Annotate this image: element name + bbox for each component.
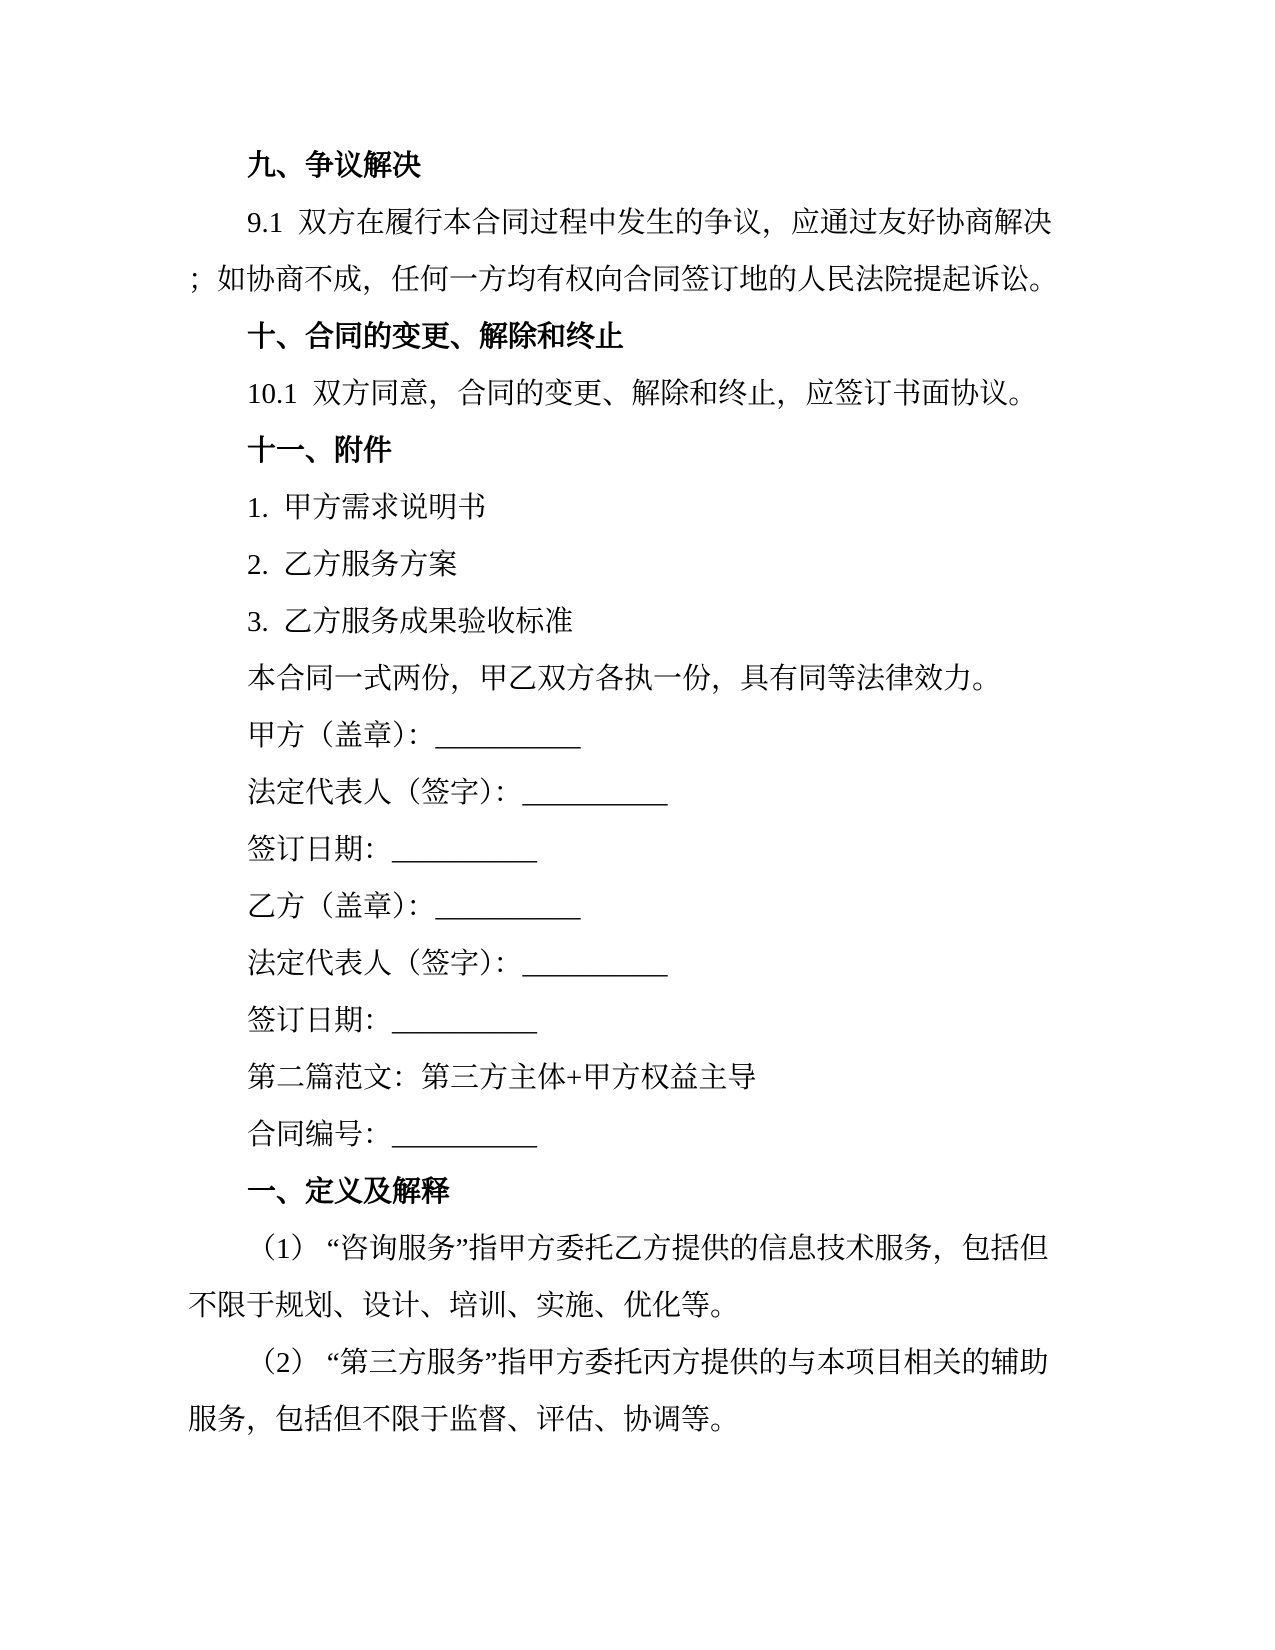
definition-2-line-1: （2） “第三方服务”指甲方委托丙方提供的与本项目相关的辅助 <box>247 1347 1049 1379</box>
heading-attachments: 十一、附件 <box>247 435 393 467</box>
heading-modification-termination: 十、合同的变更、解除和终止 <box>247 321 625 353</box>
second-template-title: 第二篇范文：第三方主体+甲方权益主导 <box>247 1062 757 1094</box>
heading-definitions: 一、定义及解释 <box>247 1176 451 1208</box>
party-b-seal-line: 乙方（盖章）：__________ <box>247 891 581 923</box>
definition-1-line-2: 不限于规划、设计、培训、实施、优化等。 <box>188 1290 740 1322</box>
attachment-item-2: 2. 乙方服务方案 <box>247 549 458 581</box>
clause-10-1: 10.1 双方同意，合同的变更、解除和终止，应签订书面协议。 <box>247 378 1038 410</box>
definition-1-line-1: （1） “咨询服务”指甲方委托乙方提供的信息技术服务，包括但 <box>247 1233 1049 1265</box>
clause-9-1-line-2: ；如协商不成，任何一方均有权向合同签订地的人民法院提起诉讼。 <box>188 264 1059 296</box>
party-a-seal-line: 甲方（盖章）：__________ <box>247 720 581 752</box>
contract-number-line: 合同编号：__________ <box>247 1119 538 1151</box>
attachment-item-1: 1. 甲方需求说明书 <box>247 492 487 524</box>
heading-dispute-resolution: 九、争议解决 <box>247 150 422 182</box>
party-a-representative-sign-line: 法定代表人（签字）：__________ <box>247 777 668 809</box>
clause-9-1-line-1: 9.1 双方在履行本合同过程中发生的争议，应通过友好协商解决 <box>247 207 1052 239</box>
attachment-item-3: 3. 乙方服务成果验收标准 <box>247 606 574 638</box>
party-a-sign-date-line: 签订日期：__________ <box>247 834 538 866</box>
document-body <box>188 138 1078 1449</box>
counterparts-clause: 本合同一式两份，甲乙双方各执一份，具有同等法律效力。 <box>247 663 1002 695</box>
definition-2-line-2: 服务，包括但不限于监督、评估、协调等。 <box>188 1404 740 1436</box>
party-b-sign-date-line: 签订日期：__________ <box>247 1005 538 1037</box>
party-b-representative-sign-line: 法定代表人（签字）：__________ <box>247 948 668 980</box>
